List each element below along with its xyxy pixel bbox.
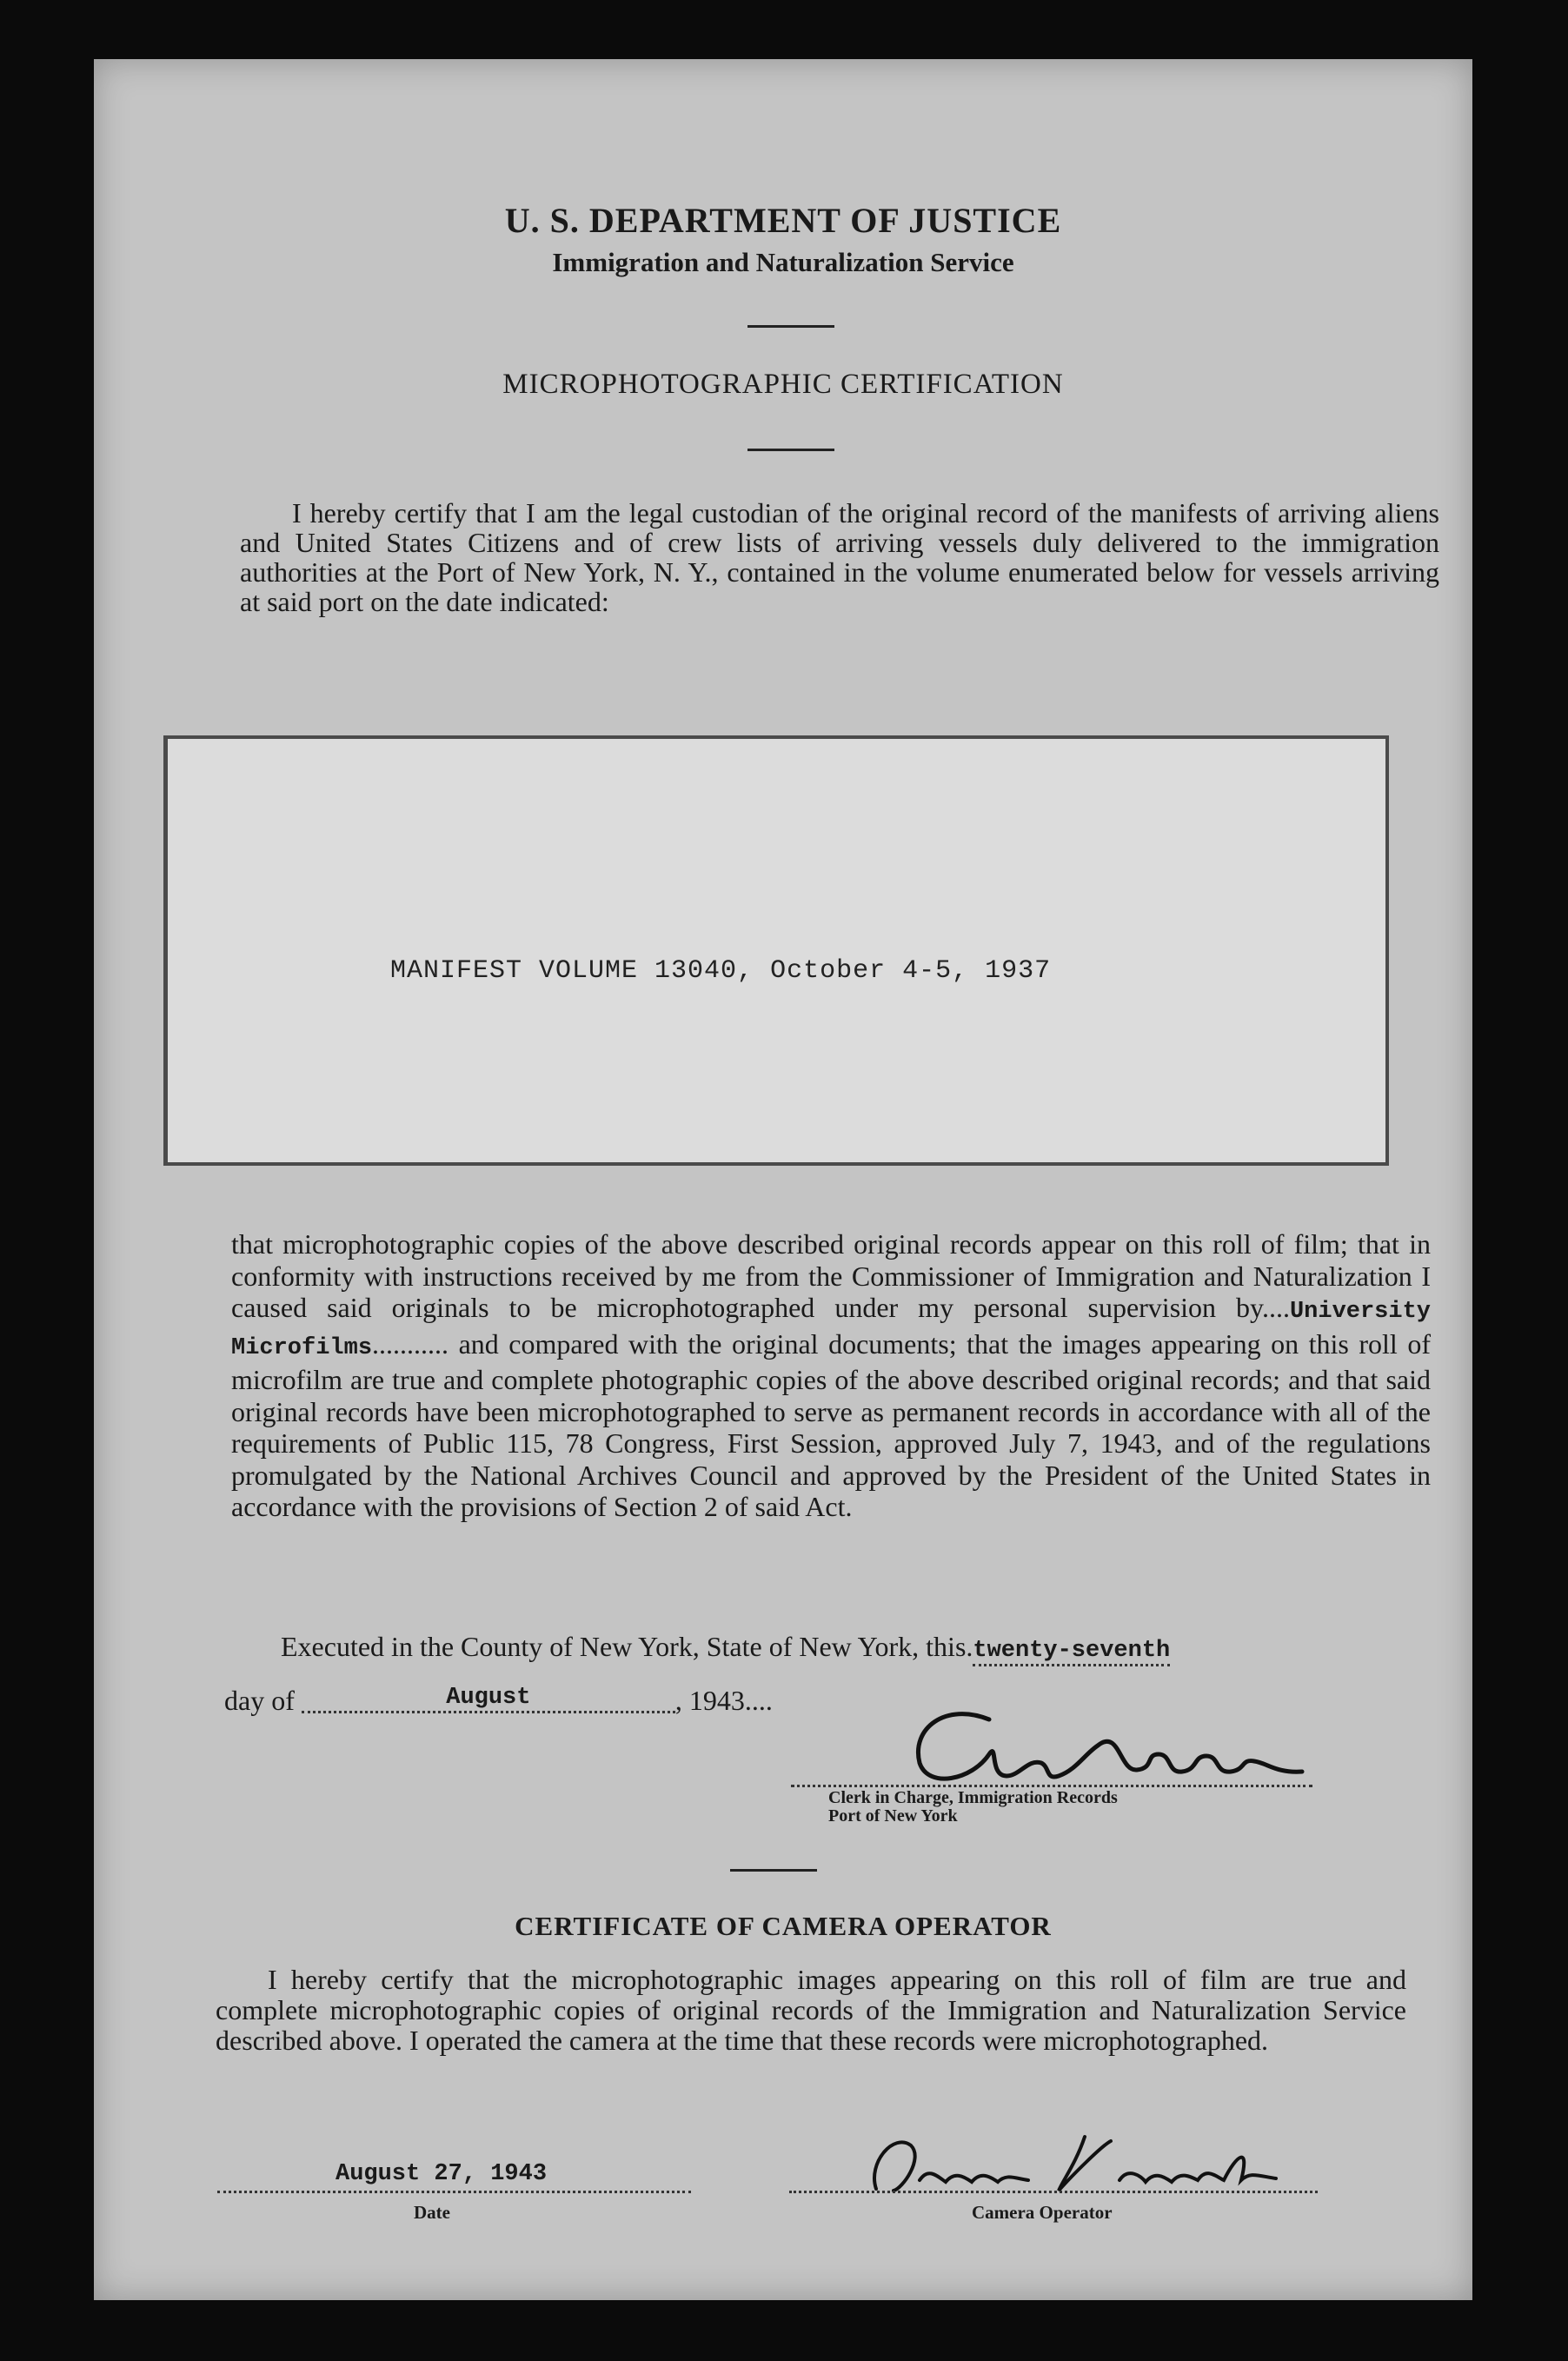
- body-text-part1: that microphotographic copies of the above described original records appear on this roll of film; that in conformity with instructions received by me from the Commissioner of Immigration and Naturalization I caused said originals to be microphotographed under my personal supervision by: [231, 1228, 1431, 1323]
- manifest-volume-text: MANIFEST VOLUME 13040, October 4-5, 1937: [390, 956, 1052, 986]
- clerk-signature: [859, 1693, 1311, 1798]
- divider-rule: [747, 325, 834, 328]
- day-of-line: day of August , 1943....: [224, 1685, 773, 1720]
- clerk-signature-line: [791, 1785, 1312, 1787]
- department-title: U. S. DEPARTMENT OF JUSTICE: [504, 201, 1062, 240]
- body-text-part2: and compared with the original documents; that the images appearing on this roll of microfilm are true and complete photographic copies of the above described original records; and that said original records have been microphotographed to serve as permanent records in accordance with all of the requirements of Public 115, 78 Congress, First Session, approved July 7, 1943, and of the regulations promulgated by the National Archives Council and approved by the President of the United States in accordance with the provisions of Section 2 of said Act.: [231, 1327, 1432, 1522]
- executed-line: Executed in the County of New York, State of New York, this.twenty-seventh: [281, 1631, 1170, 1666]
- camera-heading: CERTIFICATE OF CAMERA OPERATOR: [515, 1911, 1052, 1941]
- manifest-box: [163, 735, 1389, 1166]
- execution-year: , 1943: [674, 1685, 745, 1716]
- day-of-label: day of: [224, 1685, 295, 1716]
- intro-paragraph: I hereby certify that I am the legal custodian of the original record of the manifests of arriving aliens and United States Citizens and of crew lists of arriving vessels duly delivered to the immigration authorities at the Port of New York, N. Y., contained in the volume enumerated below for vessels arriving at said port on the date indicated:: [240, 497, 1439, 617]
- clerk-title-line1: Clerk in Charge, Immigration Records: [828, 1788, 1118, 1807]
- contractor-name: University Microfilms: [231, 1299, 1431, 1361]
- executed-text: Executed in the County of New York, State of New York, this: [281, 1631, 967, 1662]
- date-line: [217, 2191, 691, 2193]
- execution-month: August: [446, 1685, 531, 1711]
- certificate-page: [94, 59, 1472, 2300]
- certification-heading: MICROPHOTOGRAPHIC CERTIFICATION: [502, 369, 1064, 400]
- execution-day: twenty-seventh: [973, 1638, 1170, 1666]
- divider-rule: [747, 449, 834, 451]
- clerk-title-line2: Port of New York: [828, 1806, 958, 1826]
- certification-body: that microphotographic copies of the above described original records appear on this roll of film; that in conformity with instructions received by me from the Commissioner of Immigration and Naturalization I caused said originals to be microphotographed under my personal supervision by....University Microfilms........... and compared with the original documents; that the images appearing on this roll of microfilm are true and complete photographic copies of the above described original records; and that said original records have been microphotographed to serve as permanent records in accordance with all of the requirements of Public 115, 78 Congress, First Session, approved July 7, 1943, and of the regulations promulgated by the National Archives Council and approved by the President of the United States in accordance with the provisions of Section 2 of said Act.: [231, 1228, 1432, 1522]
- camera-operator-label: Camera Operator: [972, 2202, 1113, 2223]
- divider-rule: [730, 1869, 817, 1872]
- camera-operator-signature: [841, 2128, 1328, 2198]
- camera-paragraph: I hereby certify that the microphotographic images appearing on this roll of film are true and complete microphotographic copies of original records of the Immigration and Naturalization Service described above. I operated the camera at the time that these records were microphotographed.: [216, 1964, 1406, 2056]
- service-subtitle: Immigration and Naturalization Service: [552, 247, 1014, 277]
- camera-operator-line: [789, 2191, 1318, 2193]
- date-label: Date: [414, 2202, 450, 2223]
- camera-date: August 27, 1943: [336, 2161, 548, 2187]
- clerk-title: [828, 1789, 1118, 1826]
